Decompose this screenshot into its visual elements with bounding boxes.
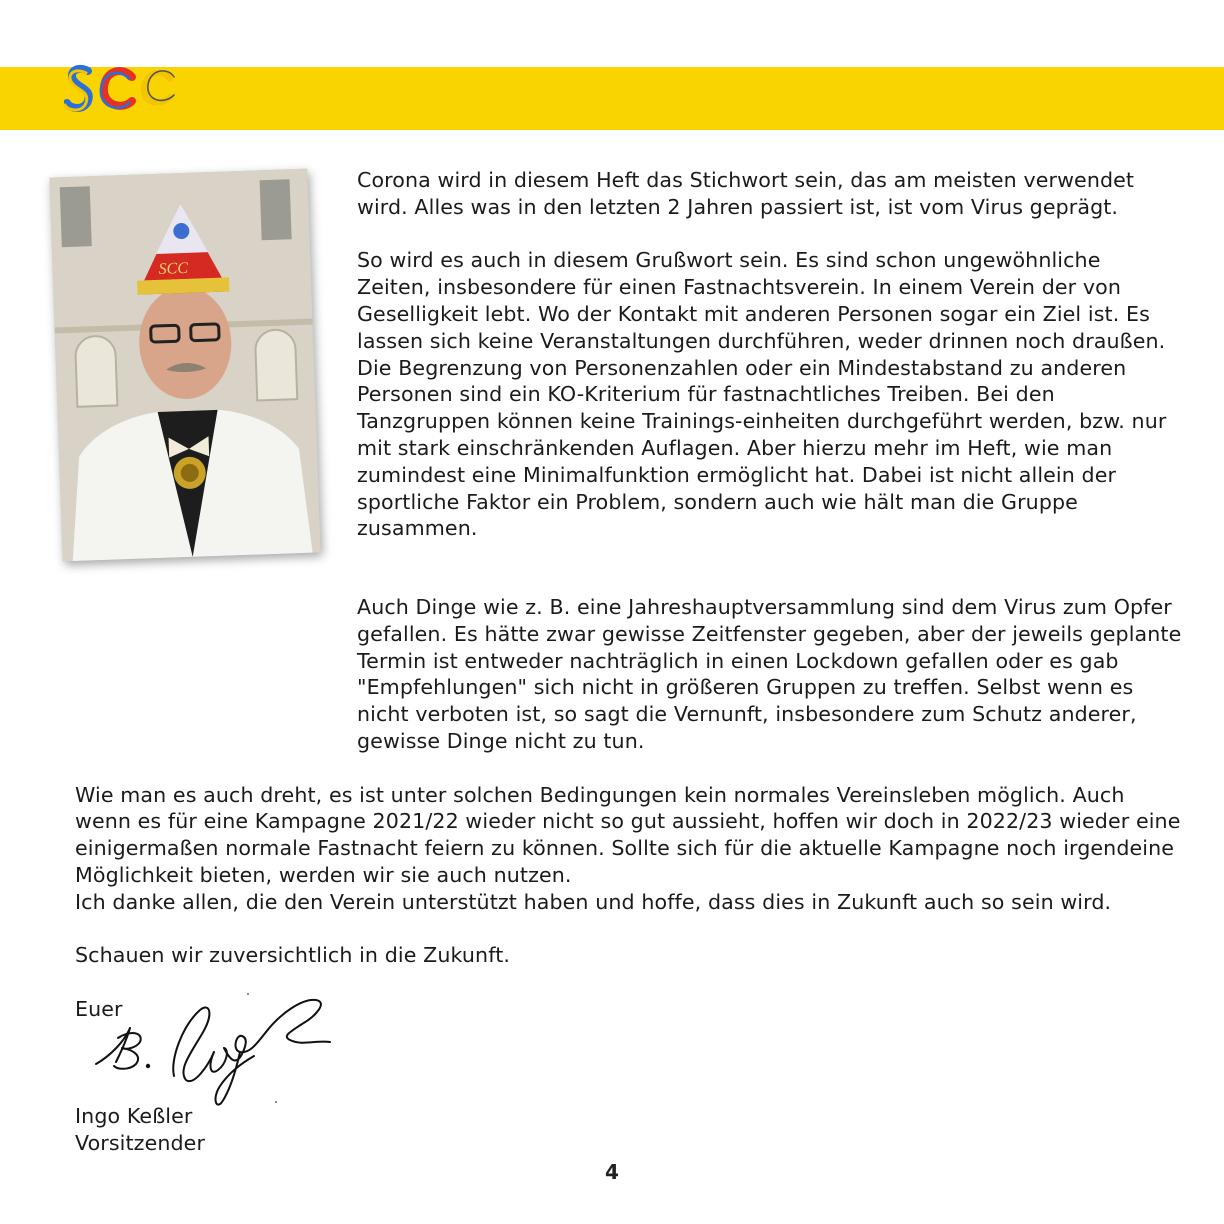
signatory-name: Ingo Keßler [75, 1104, 193, 1129]
page-number: 4 [605, 1160, 619, 1184]
handwritten-signature [90, 990, 335, 1115]
portrait-photo [49, 169, 320, 562]
intro-text [357, 167, 1177, 542]
paragraph: Schauen wir zuversichtlich in die Zukunft. [75, 943, 511, 968]
paragraph: So wird es auch in diesem Grußwort sein. Es sind schon ungewöhnliche Zeiten, insbesondere für einen Fastnachtsverein. In einem Verein der von Geselligkeit lebt. Wo der Kontakt mit anderen Personen sogar ein Ziel ist. Es lassen sich keine Veranstaltungen durchführen, weder drinnen noch draußen. Die Begrenzung von Personenzahlen oder ein Mindestabstand zu anderen Personen sind ein KO-Kriterium für fastnachtliches Treiben. Bei den Tanzgruppen können keine Trainings-einheiten durchgeführt werden, bzw. nur mit stark einschränkenden Auflagen. Aber hierzu mehr im Heft, wie man zumindest eine Minimalfunktion ermöglicht hat. Dabei ist nicht allein der sportliche Faktor ein Problem, sondern auch wie hält man die Gruppe zusammen. [357, 248, 1167, 541]
salutation: Euer [75, 996, 123, 1021]
paragraph: Corona wird in diesem Heft das Stichwort sein, das am meisten verwendet wird. Alles was in den letzten 2 Jahren passiert ist, ist vom Virus geprägt. [357, 168, 1135, 219]
signatory-role: Vorsitzender [75, 1130, 206, 1155]
paragraph: Wie man es auch dreht, es ist unter solchen Bedingungen kein normales Vereinsleben möglich. Auch wenn es für eine Kampagne 2021/22 wieder nicht so gut aussieht, hoffen wir doch in 2022/23 wieder eine einigermaßen normale Fastnacht feiern zu können. Sollte sich für die aktuelle Kampagne noch irgendeine Möglichkeit bieten, werden wir sie auch nutzen. [75, 782, 1181, 887]
cap-text: SCC [158, 259, 189, 278]
portrait-photo-frame [48, 165, 330, 565]
paragraph: Ich danke allen, die den Verein unterstützt haben und hoffe, dass dies in Zukunft auch so sein wird. [75, 889, 1112, 914]
paragraph: Auch Dinge wie z. B. eine Jahreshauptversammlung sind dem Virus zum Opfer gefallen. Es hätte zwar gewisse Zeitfenster gegeben, aber der jeweils geplante Termin ist entweder nachträglich in einen Lockdown gefallen oder es gab "Empfehlungen" sich nicht in größeren Gruppen zu treffen. Selbst wenn es nicht verboten ist, so sagt die Vernunft, insbesondere zum Schutz anderer, gewisse Dinge nicht zu tun. [357, 595, 1182, 753]
club-logo [64, 57, 184, 119]
